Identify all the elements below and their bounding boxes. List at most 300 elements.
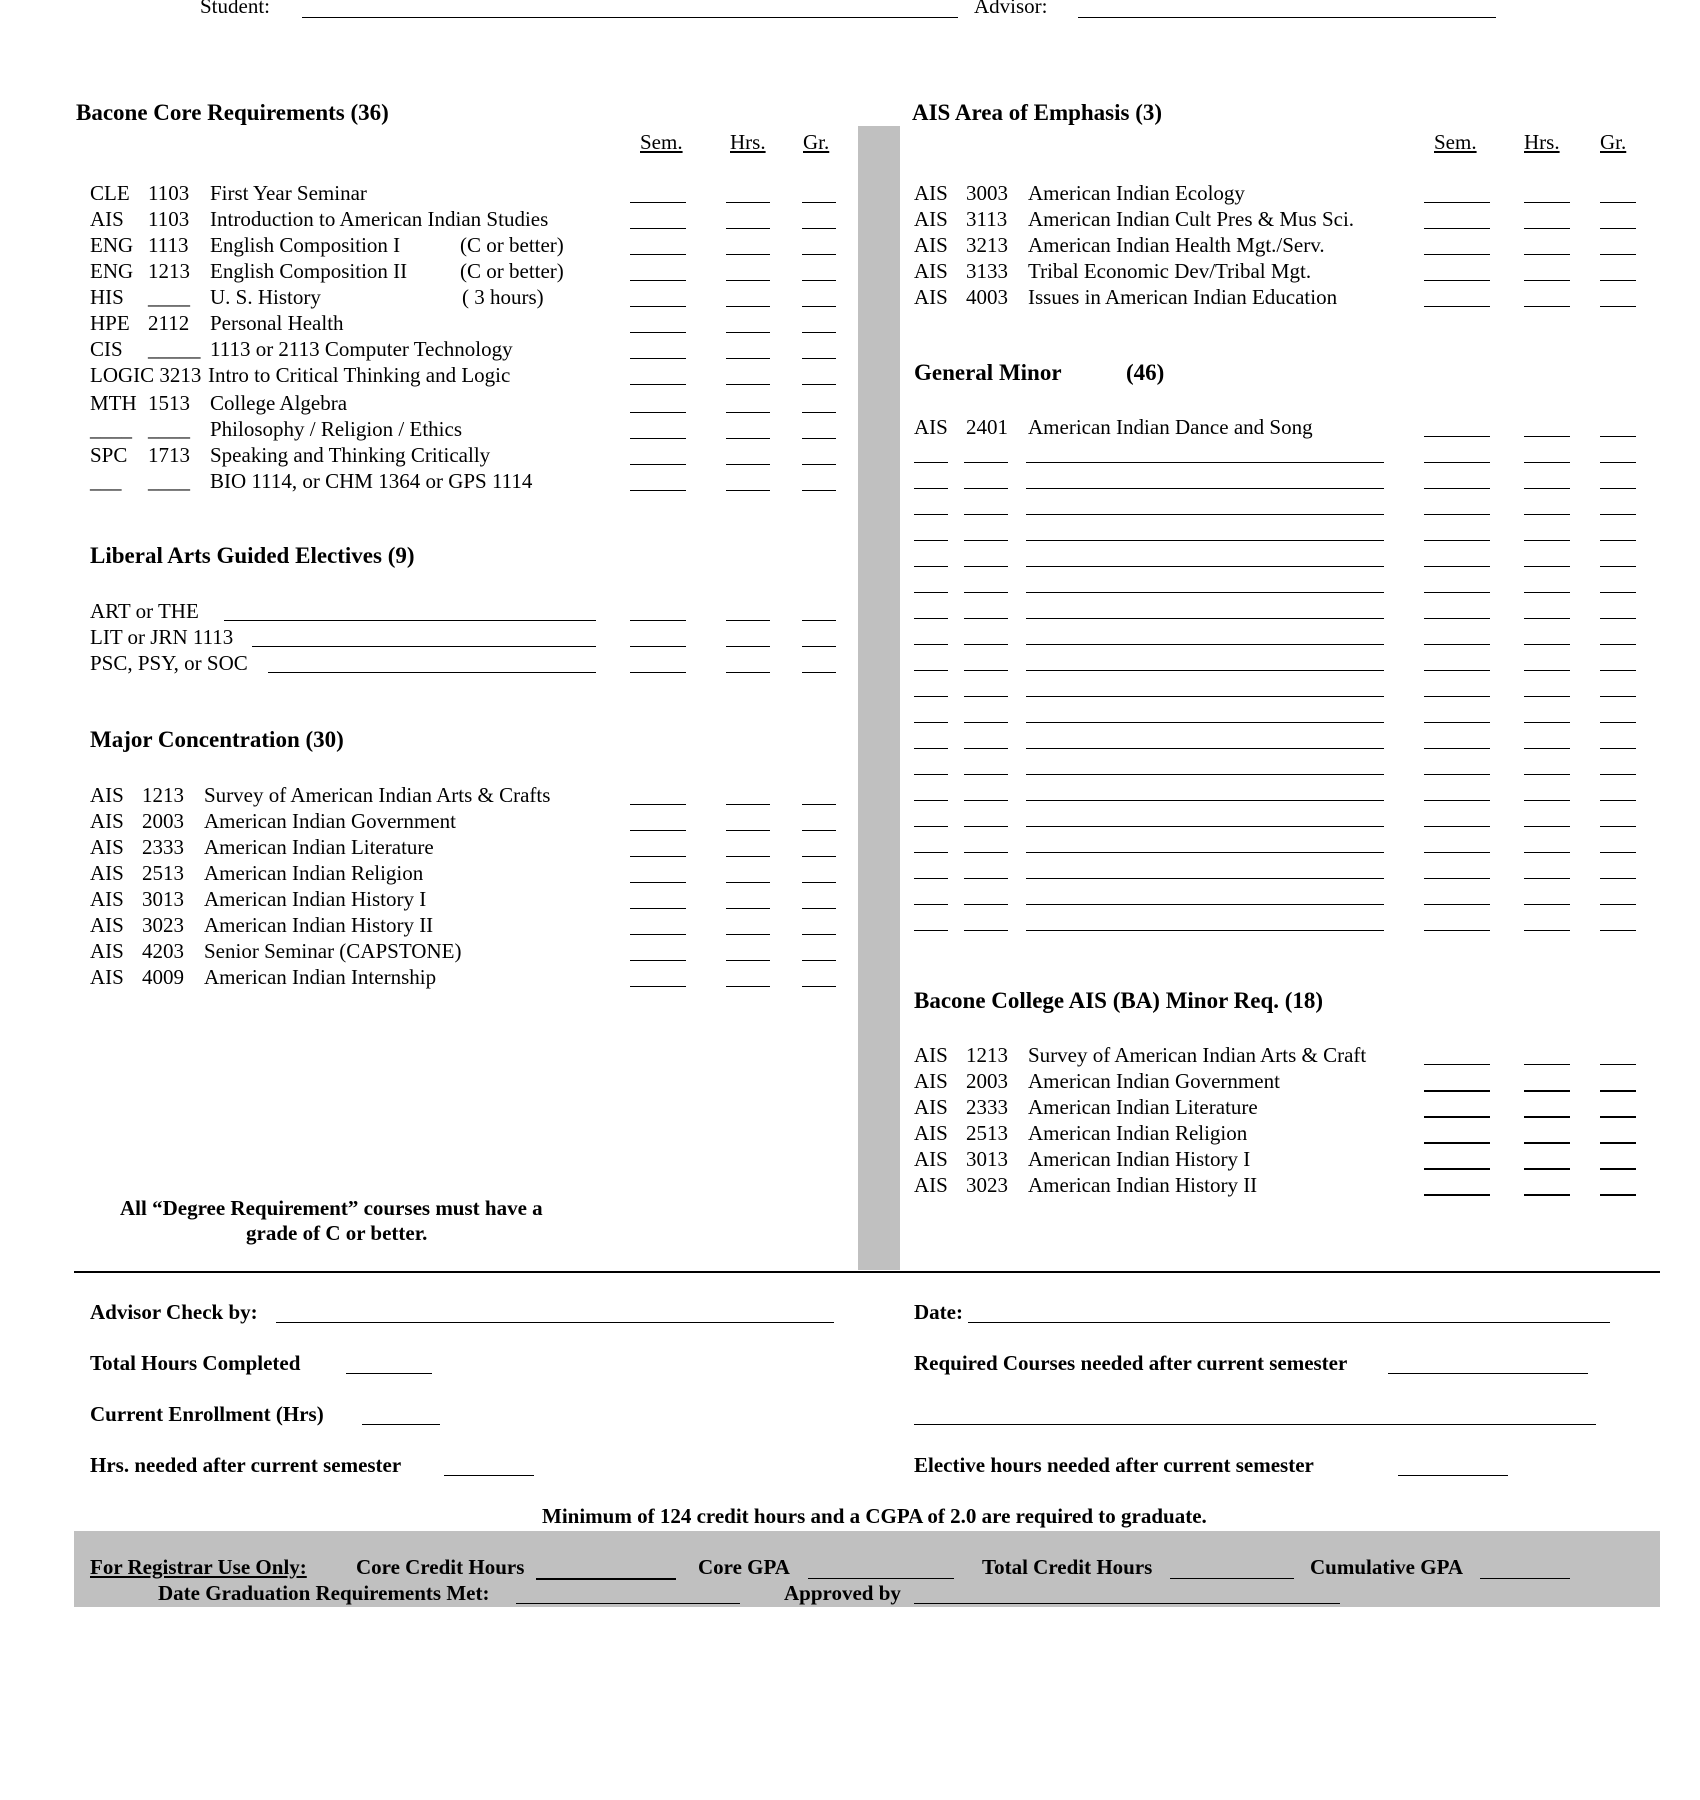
table-row xyxy=(0,1146,1700,1172)
dept-field[interactable] xyxy=(914,540,948,541)
sem-field[interactable] xyxy=(1424,904,1490,905)
ba-minor-title: Bacone College AIS (BA) Minor Req. (18) xyxy=(914,988,1324,1013)
course-number: 2401 xyxy=(966,415,1008,439)
hrs-field[interactable] xyxy=(726,358,770,359)
course-name: Survey of American Indian Arts & Craft xyxy=(1028,1043,1367,1067)
sem-field[interactable] xyxy=(1424,436,1490,437)
course-number: 1103 xyxy=(148,207,190,231)
course-number: 1213 xyxy=(966,1043,1008,1067)
sem-field[interactable] xyxy=(1424,228,1490,229)
hrs-field[interactable] xyxy=(1524,202,1570,203)
table-row xyxy=(0,390,1700,416)
grade-field[interactable] xyxy=(1600,592,1636,593)
course-name-field[interactable] xyxy=(1026,670,1384,671)
sem-field[interactable] xyxy=(630,934,686,935)
course-name: American Indian Ecology xyxy=(1028,181,1245,205)
number-field[interactable] xyxy=(964,514,1008,515)
dept-field[interactable] xyxy=(914,904,948,905)
course-name: American Indian Cult Pres & Mus Sci. xyxy=(1028,207,1355,231)
number-field[interactable] xyxy=(964,696,1008,697)
grade-field[interactable] xyxy=(1600,306,1636,307)
course-dept: HIS xyxy=(90,285,124,309)
dept-field[interactable] xyxy=(914,774,948,775)
grade-field[interactable] xyxy=(802,986,836,987)
hrs-field[interactable] xyxy=(1524,436,1570,437)
number-field[interactable] xyxy=(964,592,1008,593)
course-name-field[interactable] xyxy=(1026,852,1384,853)
course-name-field[interactable] xyxy=(1026,488,1384,489)
sem-field[interactable] xyxy=(1424,826,1490,827)
dept-field[interactable] xyxy=(914,488,948,489)
core-gpa-label: Core GPA xyxy=(698,1555,790,1579)
grade-field[interactable] xyxy=(1600,254,1636,255)
dept-field[interactable] xyxy=(914,878,948,879)
course-name: Introduction to American Indian Studies xyxy=(210,207,549,231)
sem-field[interactable] xyxy=(1424,1090,1490,1092)
course-name-field[interactable] xyxy=(1026,878,1384,879)
course-name-field[interactable] xyxy=(1026,930,1384,931)
course-name: English Composition II xyxy=(210,259,408,283)
grade-field[interactable] xyxy=(1600,904,1636,905)
number-field[interactable] xyxy=(964,618,1008,619)
sem-field[interactable] xyxy=(1424,696,1490,697)
table-row xyxy=(0,596,1700,622)
sem-field[interactable] xyxy=(1424,852,1490,853)
course-name: American Indian History I xyxy=(1028,1147,1251,1171)
table-row xyxy=(0,1068,1700,1094)
grade-field[interactable] xyxy=(1600,228,1636,229)
dept-field[interactable] xyxy=(914,592,948,593)
course-number: 3023 xyxy=(966,1173,1008,1197)
course-name-field[interactable] xyxy=(1026,592,1384,593)
table-row xyxy=(0,336,1700,362)
total-hours-label: Total Hours Completed xyxy=(90,1351,301,1375)
table-row xyxy=(0,310,1700,336)
course-dept: CLE xyxy=(90,181,130,205)
hrs-field[interactable] xyxy=(1524,618,1570,619)
grade-field[interactable] xyxy=(802,358,836,359)
course-dept: CIS xyxy=(90,337,123,361)
hrs-field[interactable] xyxy=(1524,462,1570,463)
hrs-field[interactable] xyxy=(1524,1064,1570,1065)
dept-field[interactable] xyxy=(914,930,948,931)
course-name-field[interactable] xyxy=(1026,904,1384,905)
course-name: 1113 or 2113 Computer Technology xyxy=(210,337,513,361)
core-title: Bacone Core Requirements (36) xyxy=(76,100,389,125)
number-field[interactable] xyxy=(964,852,1008,853)
hrs-field[interactable] xyxy=(1524,696,1570,697)
course-number: ____ xyxy=(148,285,190,309)
sem-field[interactable] xyxy=(1424,514,1490,515)
number-field[interactable] xyxy=(964,722,1008,723)
dept-field[interactable] xyxy=(914,722,948,723)
course-number: 3003 xyxy=(966,181,1008,205)
sem-field[interactable] xyxy=(1424,1142,1490,1144)
grade-field[interactable] xyxy=(1600,1090,1636,1092)
hrs-field[interactable] xyxy=(1524,904,1570,905)
sem-field[interactable] xyxy=(1424,774,1490,775)
sem-field[interactable] xyxy=(1424,202,1490,203)
number-field[interactable] xyxy=(964,566,1008,567)
course-number: 3213 xyxy=(966,233,1008,257)
table-row xyxy=(0,362,1700,388)
elective-hours-field[interactable] xyxy=(1398,1475,1508,1476)
advisor-field[interactable] xyxy=(1078,17,1496,18)
advisor-check-field[interactable] xyxy=(276,1322,834,1323)
number-field[interactable] xyxy=(964,878,1008,879)
course-number: 2003 xyxy=(142,809,184,833)
course-dept: AIS xyxy=(90,913,124,937)
current-enrollment-field[interactable] xyxy=(362,1424,440,1425)
hrs-needed-field[interactable] xyxy=(444,1475,534,1476)
required-courses-label: Required Courses needed after current semester xyxy=(914,1351,1348,1375)
hrs-field[interactable] xyxy=(1524,852,1570,853)
course-dept: ____ xyxy=(90,417,132,441)
table-row xyxy=(0,622,1700,648)
elective-label: PSC, PSY, or SOC xyxy=(90,651,248,675)
table-row xyxy=(0,726,1700,752)
hrs-field[interactable] xyxy=(1524,1090,1570,1092)
sem-field[interactable] xyxy=(630,332,686,333)
hrs-field[interactable] xyxy=(726,934,770,935)
date-met-label: Date Graduation Requirements Met: xyxy=(158,1581,490,1605)
sem-field[interactable] xyxy=(1424,254,1490,255)
course-dept: AIS xyxy=(914,1069,948,1093)
hrs-field[interactable] xyxy=(1524,670,1570,671)
grade-field[interactable] xyxy=(1600,1168,1636,1170)
emphasis-title: AIS Area of Emphasis (3) xyxy=(912,100,1163,125)
table-row xyxy=(0,518,1700,544)
course-name: Speaking and Thinking Critically xyxy=(210,443,491,467)
grade-field[interactable] xyxy=(802,332,836,333)
table-row xyxy=(0,466,1700,492)
hrs-field[interactable] xyxy=(1524,826,1570,827)
dept-field[interactable] xyxy=(914,852,948,853)
table-row xyxy=(0,830,1700,856)
sem-field[interactable] xyxy=(1424,644,1490,645)
course-name-field[interactable] xyxy=(1026,540,1384,541)
table-row xyxy=(0,1042,1700,1068)
grade-field[interactable] xyxy=(802,934,836,935)
course-dept: AIS xyxy=(914,181,948,205)
grade-field[interactable] xyxy=(1600,852,1636,853)
course-number: 3023 xyxy=(142,913,184,937)
course-name: American Indian Dance and Song xyxy=(1028,415,1313,439)
hrs-field[interactable] xyxy=(1524,228,1570,229)
course-name: American Indian History II xyxy=(204,913,434,937)
course-name: Tribal Economic Dev/Tribal Mgt. xyxy=(1028,259,1312,283)
cum-gpa-field[interactable] xyxy=(1480,1578,1570,1579)
number-field[interactable] xyxy=(964,800,1008,801)
sem-field[interactable] xyxy=(630,358,686,359)
number-field[interactable] xyxy=(964,826,1008,827)
col-hrs-right: Hrs. xyxy=(1524,130,1560,154)
table-row xyxy=(0,1172,1700,1198)
grade-field[interactable] xyxy=(1600,618,1636,619)
hrs-field[interactable] xyxy=(1524,1142,1570,1144)
hrs-field[interactable] xyxy=(1524,540,1570,541)
number-field[interactable] xyxy=(964,748,1008,749)
grade-field[interactable] xyxy=(1600,1194,1636,1196)
dept-field[interactable] xyxy=(914,800,948,801)
grade-field[interactable] xyxy=(1600,722,1636,723)
hrs-field[interactable] xyxy=(726,332,770,333)
grade-field[interactable] xyxy=(1600,748,1636,749)
hrs-field[interactable] xyxy=(1524,488,1570,489)
grade-field[interactable] xyxy=(802,384,836,385)
course-dept: AIS xyxy=(914,1095,948,1119)
approved-label: Approved by xyxy=(784,1581,901,1605)
degree-note-line2: grade of C or better. xyxy=(246,1221,428,1245)
cum-gpa-label: Cumulative GPA xyxy=(1310,1555,1464,1579)
sem-field[interactable] xyxy=(1424,462,1490,463)
course-number: 2513 xyxy=(142,861,184,885)
core-credit-label: Core Credit Hours xyxy=(356,1555,525,1579)
course-name: First Year Seminar xyxy=(210,181,367,205)
sem-field[interactable] xyxy=(1424,592,1490,593)
grade-field[interactable] xyxy=(1600,930,1636,931)
date-met-field[interactable] xyxy=(516,1603,740,1604)
course-number: 2112 xyxy=(148,311,190,335)
col-sem-left: Sem. xyxy=(640,130,683,154)
table-row xyxy=(0,856,1700,882)
dept-field[interactable] xyxy=(914,462,948,463)
course-number: 1213 xyxy=(142,783,184,807)
table-row xyxy=(0,440,1700,466)
course-name-field[interactable] xyxy=(1026,774,1384,775)
dept-field[interactable] xyxy=(914,748,948,749)
sem-field[interactable] xyxy=(630,986,686,987)
grade-field[interactable] xyxy=(1600,488,1636,489)
course-number: 4203 xyxy=(142,939,184,963)
sem-field[interactable] xyxy=(630,384,686,385)
table-row xyxy=(0,778,1700,804)
hrs-field[interactable] xyxy=(1524,592,1570,593)
sem-field[interactable] xyxy=(630,960,686,961)
course-name-field[interactable] xyxy=(1026,748,1384,749)
course-number: 1113 xyxy=(148,233,189,257)
course-note: ( 3 hours) xyxy=(462,285,544,309)
course-name: American Indian Government xyxy=(204,809,456,833)
grade-field[interactable] xyxy=(1600,436,1636,437)
hrs-field[interactable] xyxy=(726,986,770,987)
elective-label: LIT or JRN 1113 xyxy=(90,625,234,649)
table-row xyxy=(0,752,1700,778)
number-field[interactable] xyxy=(964,462,1008,463)
table-row xyxy=(0,648,1700,674)
sem-field[interactable] xyxy=(1424,748,1490,749)
hrs-field[interactable] xyxy=(1524,878,1570,879)
course-name-field[interactable] xyxy=(1026,566,1384,567)
dept-field[interactable] xyxy=(914,644,948,645)
course-dept: AIS xyxy=(914,1043,948,1067)
table-row xyxy=(0,180,1700,206)
course-dept: AIS xyxy=(914,285,948,309)
table-row xyxy=(0,882,1700,908)
major-title: Major Concentration (30) xyxy=(90,727,344,752)
hrs-field[interactable] xyxy=(1524,1168,1570,1170)
grade-field[interactable] xyxy=(1600,644,1636,645)
grade-field[interactable] xyxy=(1600,566,1636,567)
sem-field[interactable] xyxy=(1424,722,1490,723)
course-number: 1513 xyxy=(148,391,190,415)
dept-field[interactable] xyxy=(914,696,948,697)
sem-field[interactable] xyxy=(1424,618,1490,619)
graduation-minimum: Minimum of 124 credit hours and a CGPA of 2.0 are required to graduate. xyxy=(542,1504,1207,1528)
hrs-field[interactable] xyxy=(1524,800,1570,801)
dept-field[interactable] xyxy=(914,618,948,619)
grade-field[interactable] xyxy=(1600,774,1636,775)
sem-field[interactable] xyxy=(1424,1168,1490,1170)
hrs-field[interactable] xyxy=(1524,254,1570,255)
sem-field[interactable] xyxy=(1424,930,1490,931)
course-dept: HPE xyxy=(90,311,130,335)
course-name: Intro to Critical Thinking and Logic xyxy=(208,363,511,387)
course-name-field[interactable] xyxy=(1026,800,1384,801)
grade-field[interactable] xyxy=(1600,280,1636,281)
hrs-field[interactable] xyxy=(1524,930,1570,931)
course-dept: ENG xyxy=(90,259,134,283)
grade-field[interactable] xyxy=(1600,202,1636,203)
sem-field[interactable] xyxy=(1424,1064,1490,1065)
course-number: 1213 xyxy=(148,259,190,283)
number-field[interactable] xyxy=(964,774,1008,775)
table-row xyxy=(0,1094,1700,1120)
number-field[interactable] xyxy=(964,540,1008,541)
total-hours-field[interactable] xyxy=(346,1373,432,1374)
table-row xyxy=(0,232,1700,258)
course-dept: AIS xyxy=(90,887,124,911)
sem-field[interactable] xyxy=(1424,1116,1490,1118)
hrs-field[interactable] xyxy=(726,960,770,961)
course-name-field[interactable] xyxy=(1026,514,1384,515)
sem-field[interactable] xyxy=(1424,878,1490,879)
sem-field[interactable] xyxy=(1424,540,1490,541)
course-name-field[interactable] xyxy=(1026,722,1384,723)
course-number: 1713 xyxy=(148,443,190,467)
grade-field[interactable] xyxy=(1600,462,1636,463)
sem-field[interactable] xyxy=(1424,488,1490,489)
grade-field[interactable] xyxy=(1600,878,1636,879)
table-row xyxy=(0,908,1700,934)
course-name-field[interactable] xyxy=(1026,462,1384,463)
course-number: 3013 xyxy=(142,887,184,911)
grade-field[interactable] xyxy=(1600,1142,1636,1144)
course-name: American Indian Literature xyxy=(204,835,434,859)
sem-field[interactable] xyxy=(1424,1194,1490,1196)
course-name-field[interactable] xyxy=(1026,618,1384,619)
hrs-field[interactable] xyxy=(726,384,770,385)
grade-field[interactable] xyxy=(1600,1064,1636,1065)
course-name-field[interactable] xyxy=(1026,644,1384,645)
hrs-field[interactable] xyxy=(1524,774,1570,775)
dept-field[interactable] xyxy=(914,514,948,515)
course-number: 3013 xyxy=(966,1147,1008,1171)
core-credit-field[interactable] xyxy=(536,1578,676,1580)
sem-field[interactable] xyxy=(1424,566,1490,567)
degree-note-line1: All “Degree Requirement” courses must have a xyxy=(120,1196,543,1220)
course-number: _____ xyxy=(148,337,201,361)
grade-field[interactable] xyxy=(1600,1116,1636,1118)
course-name: American Indian Literature xyxy=(1028,1095,1258,1119)
course-name: American Indian Health Mgt./Serv. xyxy=(1028,233,1325,257)
sem-field[interactable] xyxy=(1424,670,1490,671)
dept-field[interactable] xyxy=(914,670,948,671)
required-courses-field-2[interactable] xyxy=(914,1424,1596,1425)
total-credit-field[interactable] xyxy=(1170,1578,1294,1579)
course-name: Issues in American Indian Education xyxy=(1028,285,1338,309)
elective-label: ART or THE xyxy=(90,599,199,623)
grade-field[interactable] xyxy=(1600,670,1636,671)
table-row xyxy=(0,964,1700,990)
course-number: 4009 xyxy=(142,965,184,989)
grade-field[interactable] xyxy=(802,960,836,961)
total-credit-label: Total Credit Hours xyxy=(982,1555,1153,1579)
hrs-field[interactable] xyxy=(1524,280,1570,281)
number-field[interactable] xyxy=(964,670,1008,671)
student-field[interactable] xyxy=(302,17,958,18)
table-row xyxy=(0,284,1700,310)
student-label: Student: xyxy=(200,0,271,18)
sem-field[interactable] xyxy=(1424,306,1490,307)
grade-field[interactable] xyxy=(1600,826,1636,827)
course-number: 2003 xyxy=(966,1069,1008,1093)
grade-field[interactable] xyxy=(1600,800,1636,801)
advisor-label: Advisor: xyxy=(974,0,1048,18)
hrs-field[interactable] xyxy=(1524,514,1570,515)
dept-field[interactable] xyxy=(914,826,948,827)
table-row xyxy=(0,1120,1700,1146)
course-name-field[interactable] xyxy=(1026,826,1384,827)
course-dept: AIS xyxy=(90,835,124,859)
hrs-field[interactable] xyxy=(1524,306,1570,307)
hrs-field[interactable] xyxy=(1524,566,1570,567)
approved-field[interactable] xyxy=(914,1603,1340,1604)
minor-hours: (46) xyxy=(1126,360,1165,385)
course-name: English Composition I xyxy=(210,233,401,257)
course-dept: ___ xyxy=(90,469,122,493)
grade-field[interactable] xyxy=(1600,696,1636,697)
col-gr-left: Gr. xyxy=(803,130,830,154)
sem-field[interactable] xyxy=(1424,800,1490,801)
number-field[interactable] xyxy=(964,904,1008,905)
dept-field[interactable] xyxy=(914,566,948,567)
course-dept: AIS xyxy=(914,1121,948,1145)
required-courses-field[interactable] xyxy=(1388,1373,1588,1374)
hrs-field[interactable] xyxy=(1524,1116,1570,1118)
col-hrs-left: Hrs. xyxy=(730,130,766,154)
course-dept: AIS xyxy=(914,1173,948,1197)
hrs-field[interactable] xyxy=(1524,1194,1570,1196)
table-row xyxy=(0,544,1700,570)
hrs-field[interactable] xyxy=(1524,644,1570,645)
course-dept: AIS xyxy=(914,259,948,283)
date-field[interactable] xyxy=(968,1322,1610,1323)
grade-field[interactable] xyxy=(1600,514,1636,515)
number-field[interactable] xyxy=(964,930,1008,931)
course-dept: AIS xyxy=(914,207,948,231)
course-number: 2333 xyxy=(142,835,184,859)
course-name-field[interactable] xyxy=(1026,696,1384,697)
course-name: Senior Seminar (CAPSTONE) xyxy=(204,939,462,963)
grade-field[interactable] xyxy=(1600,540,1636,541)
hrs-field[interactable] xyxy=(1524,722,1570,723)
core-gpa-field[interactable] xyxy=(808,1578,954,1579)
sem-field[interactable] xyxy=(1424,280,1490,281)
hrs-field[interactable] xyxy=(1524,748,1570,749)
number-field[interactable] xyxy=(964,488,1008,489)
number-field[interactable] xyxy=(964,644,1008,645)
